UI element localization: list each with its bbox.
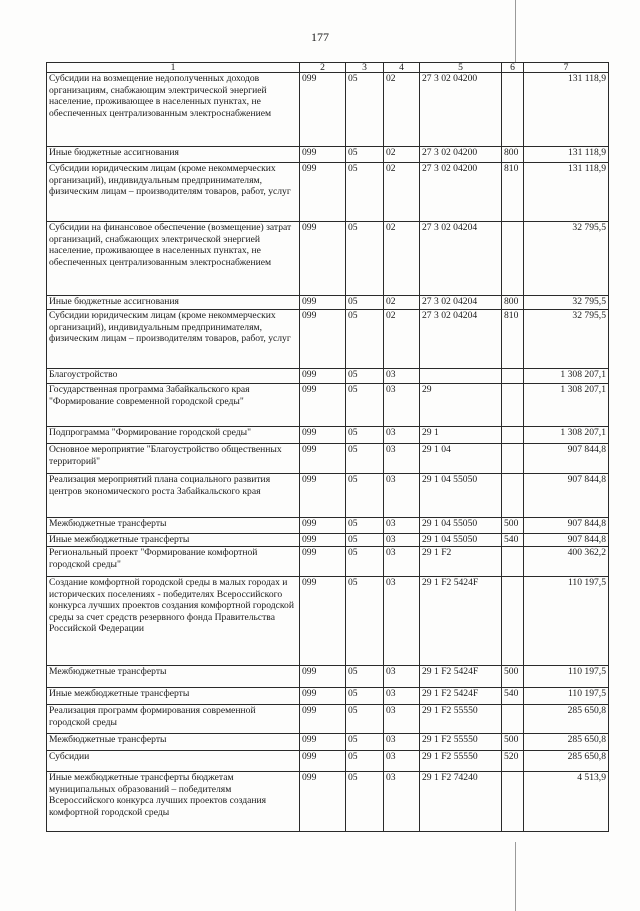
row-code-cell-c6	[502, 705, 524, 734]
row-code-cell-c4: 03	[384, 534, 420, 547]
row-name-cell: Реализация программ формирования современной городской среды	[47, 705, 300, 734]
row-code-cell-c3: 05	[346, 310, 384, 369]
row-code-cell-c6	[502, 369, 524, 384]
row-name-cell: Иные межбюджетные трансферты	[47, 688, 300, 705]
row-amount-cell: 32 795,5	[524, 310, 609, 369]
header-row	[47, 63, 609, 73]
row-amount-cell: 110 197,5	[524, 666, 609, 688]
row-code-cell-c6: 810	[502, 310, 524, 369]
row-code-cell-c4: 03	[384, 666, 420, 688]
table-row	[47, 751, 609, 772]
row-amount-cell: 285 650,8	[524, 705, 609, 734]
row-code-cell-c2: 099	[300, 310, 346, 369]
table-row	[47, 577, 609, 666]
row-code-cell-c5: 29 1 04	[420, 444, 502, 474]
table-row	[47, 384, 609, 427]
row-code-cell-c5: 29 1 04 55050	[420, 534, 502, 547]
row-code-cell-c2: 099	[300, 147, 346, 163]
row-code-cell-c2: 099	[300, 369, 346, 384]
header-cell: 3	[346, 63, 384, 73]
row-code-cell-c2: 099	[300, 705, 346, 734]
row-code-cell-c4: 03	[384, 427, 420, 444]
row-code-cell-c5: 27 3 02 04204	[420, 310, 502, 369]
row-name-cell: Субсидии юридическим лицам (кроме некоммерческих организаций), индивидуальным предпринимателям, физическим лицам – производителям товаров, работ, услуг	[47, 310, 300, 369]
row-code-cell-c3: 05	[346, 688, 384, 705]
row-code-cell-c3: 05	[346, 734, 384, 751]
row-code-cell-c5: 29 1 04 55050	[420, 474, 502, 518]
row-code-cell-c3: 05	[346, 296, 384, 310]
row-code-cell-c3: 05	[346, 163, 384, 222]
header-cell: 6	[502, 63, 524, 73]
row-code-cell-c4: 03	[384, 369, 420, 384]
row-code-cell-c4: 03	[384, 772, 420, 832]
row-name-cell: Государственная программа Забайкальского края "Формирование современной городской среды"	[47, 384, 300, 427]
row-name-cell: Межбюджетные трансферты	[47, 666, 300, 688]
row-name-cell: Межбюджетные трансферты	[47, 734, 300, 751]
row-code-cell-c6	[502, 772, 524, 832]
row-code-cell-c2: 099	[300, 518, 346, 534]
row-code-cell-c4: 03	[384, 444, 420, 474]
row-name-cell: Субсидии	[47, 751, 300, 772]
row-amount-cell: 32 795,5	[524, 296, 609, 310]
row-name-cell: Иные бюджетные ассигнования	[47, 147, 300, 163]
row-code-cell-c2: 099	[300, 734, 346, 751]
row-code-cell-c4: 03	[384, 734, 420, 751]
row-name-cell: Субсидии юридическим лицам (кроме некоммерческих организаций), индивидуальным предпринимателям, физическим лицам – производителям товаров, работ, услуг	[47, 163, 300, 222]
row-code-cell-c3: 05	[346, 384, 384, 427]
row-name-cell: Создание комфортной городской среды в малых городах и исторических поселениях - победителях Всероссийского конкурса лучших проектов создания комфортной городской среды за счет средств резервного фонда Правительства Российской Федерации	[47, 577, 300, 666]
row-code-cell-c5: 29 1 04 55050	[420, 518, 502, 534]
row-code-cell-c3: 05	[346, 772, 384, 832]
row-code-cell-c4: 02	[384, 147, 420, 163]
table-row	[47, 310, 609, 369]
row-amount-cell: 907 844,8	[524, 518, 609, 534]
row-name-cell: Региональный проект "Формирование комфортной городской среды"	[47, 547, 300, 577]
row-code-cell-c4: 02	[384, 296, 420, 310]
page-number: 177	[311, 30, 329, 44]
row-name-cell: Иные межбюджетные трансферты бюджетам муниципальных образований – победителям Всероссийского конкурса лучших проектов создания комфортной городской среды	[47, 772, 300, 832]
row-code-cell-c6	[502, 444, 524, 474]
row-name-cell: Иные бюджетные ассигнования	[47, 296, 300, 310]
row-code-cell-c5	[420, 369, 502, 384]
row-code-cell-c2: 099	[300, 222, 346, 296]
row-code-cell-c2: 099	[300, 163, 346, 222]
table-row	[47, 444, 609, 474]
row-amount-cell: 131 118,9	[524, 163, 609, 222]
table-row	[47, 296, 609, 310]
row-code-cell-c6: 500	[502, 734, 524, 751]
table-row	[47, 547, 609, 577]
row-amount-cell: 110 197,5	[524, 577, 609, 666]
header-cell: 7	[524, 63, 609, 73]
row-code-cell-c4: 03	[384, 577, 420, 666]
table-row	[47, 73, 609, 147]
row-code-cell-c5: 27 3 02 04200	[420, 163, 502, 222]
row-code-cell-c6	[502, 547, 524, 577]
scan-artifact-line	[515, 842, 516, 911]
row-code-cell-c2: 099	[300, 688, 346, 705]
row-name-cell: Межбюджетные трансферты	[47, 518, 300, 534]
row-name-cell: Реализация мероприятий плана социального развития центров экономического роста Забайкальского края	[47, 474, 300, 518]
scan-artifact-line	[515, 0, 516, 62]
row-code-cell-c2: 099	[300, 666, 346, 688]
row-name-cell: Благоустройство	[47, 369, 300, 384]
row-amount-cell: 110 197,5	[524, 688, 609, 705]
row-amount-cell: 907 844,8	[524, 444, 609, 474]
row-code-cell-c6	[502, 474, 524, 518]
row-code-cell-c3: 05	[346, 577, 384, 666]
row-amount-cell: 4 513,9	[524, 772, 609, 832]
row-code-cell-c6	[502, 384, 524, 427]
row-code-cell-c3: 05	[346, 705, 384, 734]
row-code-cell-c2: 099	[300, 751, 346, 772]
row-name-cell: Иные межбюджетные трансферты	[47, 534, 300, 547]
row-amount-cell: 285 650,8	[524, 751, 609, 772]
header-cell: 4	[384, 63, 420, 73]
row-code-cell-c3: 05	[346, 369, 384, 384]
table-row	[47, 369, 609, 384]
row-name-cell: Подпрограмма "Формирование городской среды"	[47, 427, 300, 444]
row-code-cell-c6	[502, 577, 524, 666]
row-code-cell-c2: 099	[300, 474, 346, 518]
row-code-cell-c4: 02	[384, 73, 420, 147]
row-code-cell-c6: 520	[502, 751, 524, 772]
row-amount-cell: 400 362,2	[524, 547, 609, 577]
row-code-cell-c2: 099	[300, 427, 346, 444]
header-cell: 5	[420, 63, 502, 73]
row-code-cell-c4: 03	[384, 751, 420, 772]
row-code-cell-c3: 05	[346, 147, 384, 163]
table-row	[47, 666, 609, 688]
row-code-cell-c3: 05	[346, 222, 384, 296]
row-code-cell-c5: 29 1 F2 55550	[420, 734, 502, 751]
row-code-cell-c5: 27 3 02 04200	[420, 147, 502, 163]
row-code-cell-c5: 29 1 F2 55550	[420, 705, 502, 734]
table-row	[47, 705, 609, 734]
row-code-cell-c6	[502, 427, 524, 444]
row-code-cell-c2: 099	[300, 444, 346, 474]
row-code-cell-c2: 099	[300, 384, 346, 427]
row-code-cell-c3: 05	[346, 474, 384, 518]
row-code-cell-c4: 02	[384, 222, 420, 296]
row-code-cell-c5: 29 1 F2 5424F	[420, 666, 502, 688]
row-code-cell-c4: 03	[384, 688, 420, 705]
row-amount-cell: 907 844,8	[524, 534, 609, 547]
row-amount-cell: 32 795,5	[524, 222, 609, 296]
row-code-cell-c4: 03	[384, 518, 420, 534]
row-code-cell-c6: 800	[502, 296, 524, 310]
row-code-cell-c6: 540	[502, 534, 524, 547]
row-code-cell-c5: 29 1	[420, 427, 502, 444]
row-code-cell-c5: 29 1 F2 5424F	[420, 688, 502, 705]
row-code-cell-c5: 29 1 F2	[420, 547, 502, 577]
row-amount-cell: 131 118,9	[524, 147, 609, 163]
row-code-cell-c3: 05	[346, 518, 384, 534]
row-code-cell-c2: 099	[300, 772, 346, 832]
row-code-cell-c3: 05	[346, 427, 384, 444]
table-row	[47, 222, 609, 296]
row-code-cell-c4: 02	[384, 163, 420, 222]
row-code-cell-c6	[502, 73, 524, 147]
row-code-cell-c3: 05	[346, 666, 384, 688]
row-name-cell: Субсидии на финансовое обеспечение (возмещение) затрат организаций, снабжающих электрической энергией население, проживающее в населенных пунктах, не обеспеченных централизованным электроснабжением	[47, 222, 300, 296]
table-row	[47, 518, 609, 534]
row-code-cell-c6: 810	[502, 163, 524, 222]
row-code-cell-c5: 29	[420, 384, 502, 427]
row-amount-cell: 1 308 207,1	[524, 427, 609, 444]
row-code-cell-c4: 02	[384, 310, 420, 369]
header-cell: 1	[47, 63, 300, 73]
row-code-cell-c4: 03	[384, 547, 420, 577]
table-row	[47, 688, 609, 705]
row-code-cell-c4: 03	[384, 474, 420, 518]
row-amount-cell: 907 844,8	[524, 474, 609, 518]
row-code-cell-c6: 800	[502, 147, 524, 163]
table-row	[47, 534, 609, 547]
row-code-cell-c3: 05	[346, 547, 384, 577]
row-code-cell-c3: 05	[346, 444, 384, 474]
table-row	[47, 734, 609, 751]
row-code-cell-c2: 099	[300, 73, 346, 147]
row-code-cell-c6: 500	[502, 666, 524, 688]
row-amount-cell: 285 650,8	[524, 734, 609, 751]
row-name-cell: Субсидии на возмещение недополученных доходов организациям, снабжающим электрической энергией население, проживающее в населенных пунктах, не обеспеченных централизованным электроснабжением	[47, 73, 300, 147]
row-code-cell-c4: 03	[384, 705, 420, 734]
row-code-cell-c5: 29 1 F2 55550	[420, 751, 502, 772]
row-code-cell-c5: 29 1 F2 74240	[420, 772, 502, 832]
row-amount-cell: 131 118,9	[524, 73, 609, 147]
row-code-cell-c2: 099	[300, 534, 346, 547]
table-row	[47, 474, 609, 518]
row-code-cell-c3: 05	[346, 751, 384, 772]
row-code-cell-c6	[502, 222, 524, 296]
row-code-cell-c3: 05	[346, 534, 384, 547]
row-code-cell-c2: 099	[300, 547, 346, 577]
row-code-cell-c3: 05	[346, 73, 384, 147]
row-amount-cell: 1 308 207,1	[524, 369, 609, 384]
table-row	[47, 772, 609, 832]
row-code-cell-c5: 27 3 02 04200	[420, 73, 502, 147]
row-code-cell-c5: 27 3 02 04204	[420, 222, 502, 296]
row-code-cell-c2: 099	[300, 296, 346, 310]
header-cell: 2	[300, 63, 346, 73]
row-code-cell-c6: 540	[502, 688, 524, 705]
row-code-cell-c5: 27 3 02 04204	[420, 296, 502, 310]
table-row	[47, 163, 609, 222]
row-code-cell-c5: 29 1 F2 5424F	[420, 577, 502, 666]
budget-table	[46, 62, 609, 832]
row-code-cell-c4: 03	[384, 384, 420, 427]
row-name-cell: Основное мероприятие "Благоустройство общественных территорий"	[47, 444, 300, 474]
row-code-cell-c2: 099	[300, 577, 346, 666]
table-row	[47, 427, 609, 444]
table-row	[47, 147, 609, 163]
row-code-cell-c6: 500	[502, 518, 524, 534]
row-amount-cell: 1 308 207,1	[524, 384, 609, 427]
